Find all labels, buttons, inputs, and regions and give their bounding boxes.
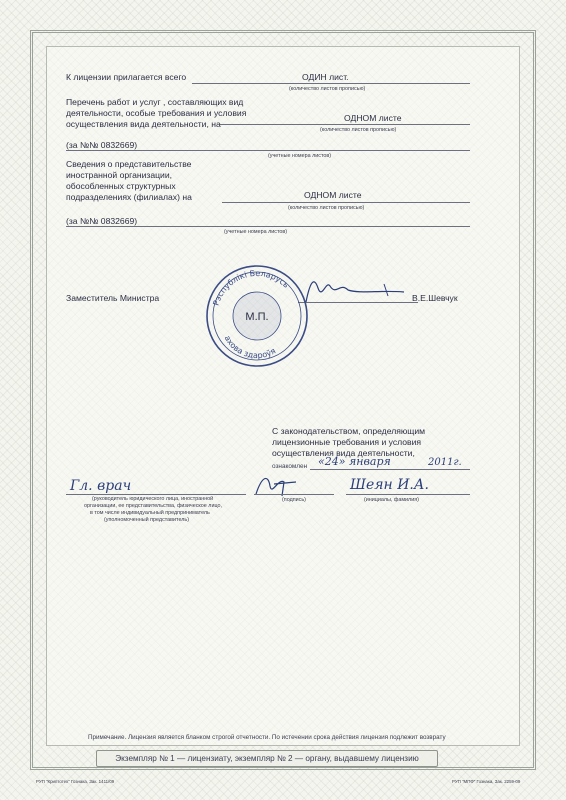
signatory-name: В.Е.Шевчук	[412, 293, 458, 303]
attachment-label: К лицензии прилагается всего	[66, 72, 187, 82]
licensee-sign-line	[254, 494, 334, 495]
rep-label-line-2: иностранной организации,	[66, 170, 173, 180]
ack-line-1: С законодательством, определяющим	[272, 426, 426, 436]
works-ref: (за №№ 0832669)	[66, 140, 138, 150]
works-value-underline	[220, 124, 470, 125]
attachment-caption: (количество листов прописью)	[289, 86, 366, 92]
works-value: ОДНОМ листе	[344, 113, 402, 123]
rep-label-line-1: Сведения о представительстве	[66, 159, 192, 169]
signature-caption: (подпись)	[282, 497, 306, 503]
seal-text-top: Рэспублікі Беларусь	[211, 268, 291, 307]
imprint-right: РУП "МПФ" Гознака, Зак. 2259-09	[452, 779, 521, 784]
ack-date-handwritten: «24» января	[318, 455, 391, 468]
minister-signature	[300, 272, 410, 308]
works-ref-underline	[66, 150, 470, 151]
ack-year-handwritten: 2011г.	[428, 457, 462, 468]
initials-line	[346, 494, 470, 495]
ack-date-line	[310, 469, 470, 470]
licensee-caption-4: (уполномоченный представитель)	[104, 517, 190, 523]
licensee-caption-3: в том числе индивидуальный предприниматель	[90, 510, 210, 516]
works-label-line-2: деятельности, особые требования и условия	[66, 108, 247, 118]
official-seal	[203, 262, 311, 370]
signatory-position: Заместитель Министра	[66, 293, 160, 303]
rep-ref-underline	[66, 226, 470, 227]
copy-distribution-band: Экземпляр № 1 — лицензиату, экземпляр № 2 — органу, выдавшему лицензию	[96, 750, 438, 767]
ack-initials-handwritten: Шеян И.А.	[350, 477, 429, 493]
rep-label-line-4: подразделениях (филиалах) на	[66, 192, 192, 202]
licensee-caption-1: (руководитель юридического лица, иностранной	[92, 496, 214, 502]
imprint-left: РУП "Криптотех" Гознака, Зак. 1411/09	[36, 779, 115, 784]
rep-ref-caption: (учетные номера листов)	[224, 229, 288, 235]
ack-familiar-label: ознакомлен	[272, 463, 308, 470]
initials-caption: (инициалы, фамилия)	[364, 497, 419, 503]
ack-line-2: лицензионные требования и условия	[272, 437, 422, 447]
licensee-handwritten-title: Гл. врач	[70, 478, 132, 494]
works-label-line-3: осуществления вида деятельности, на	[66, 119, 221, 129]
rep-value: ОДНОМ листе	[304, 190, 362, 200]
licensee-title-line	[66, 494, 246, 495]
attachment-value: ОДИН лист.	[302, 72, 349, 82]
content-frame	[46, 46, 520, 746]
works-ref-caption: (учетные номера листов)	[268, 153, 332, 159]
rep-value-underline	[222, 202, 470, 203]
rep-ref: (за №№ 0832669)	[66, 216, 138, 226]
ack-line-3: осуществления вида деятельности,	[272, 448, 415, 458]
footnote: Примечание. Лицензия является бланком строгой отчетности. По истечении срока действия лицензия подлежит возврату	[88, 734, 446, 741]
seal-mp: М.П.	[245, 311, 269, 323]
works-label-line-1: Перечень работ и услуг , составляющих вид	[66, 97, 244, 107]
rep-label-line-3: обособленных структурных	[66, 181, 176, 191]
seal-text-bottom: ахова здароўя	[222, 333, 278, 361]
licensee-caption-2: организации, ее представительства, физическое лицо,	[84, 503, 222, 509]
attachment-underline	[192, 83, 470, 84]
licensee-signature	[252, 470, 302, 500]
works-caption: (количество листов прописью)	[320, 127, 397, 133]
rep-caption: (количество листов прописью)	[288, 205, 365, 211]
